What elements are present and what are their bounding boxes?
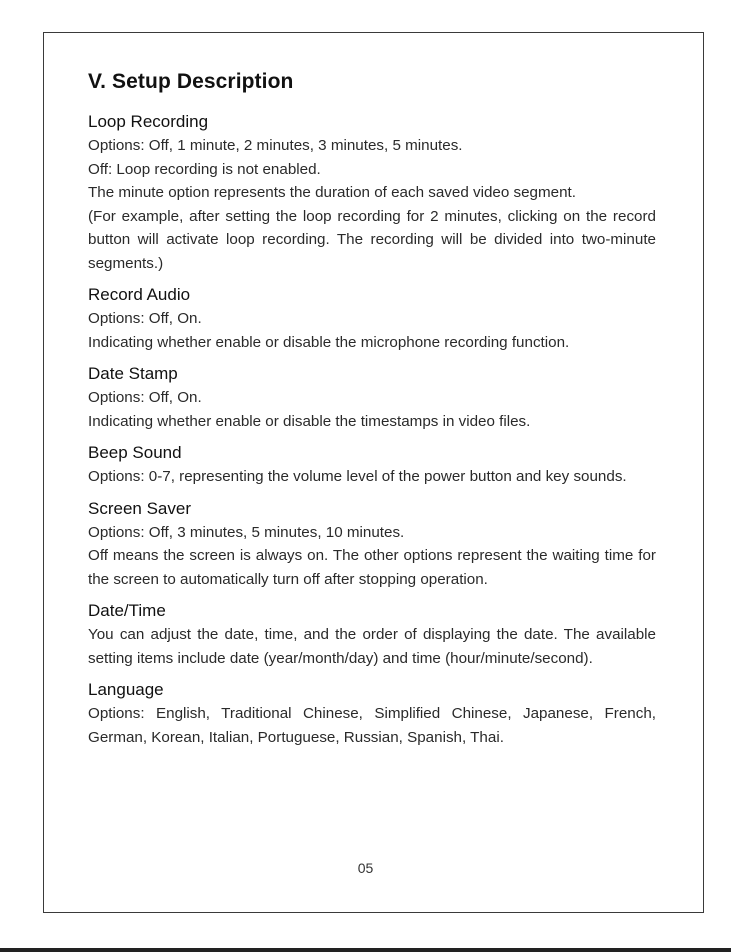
section-language — [88, 678, 656, 749]
section-heading: Screen Saver — [88, 498, 191, 518]
section-text: Options: Off, On. — [88, 389, 202, 406]
section-heading: Beep Sound — [88, 443, 182, 462]
section-text: Options: English, Traditional Chinese, Simplified Chinese, Japanese, French, German, Korean, Italian, Portuguese, Russian, Spanish, Thai. — [88, 705, 656, 746]
bottom-edge — [0, 948, 731, 952]
page-number: 05 — [357, 860, 374, 876]
page-title: V. Setup Description — [88, 70, 294, 93]
document-body — [88, 70, 656, 757]
section-text: Options: Off, 3 minutes, 5 minutes, 10 minutes. — [88, 523, 405, 541]
section-text: Off means the screen is always on. The other options represent the waiting time for the screen to automatically turn off after stopping operation. — [88, 547, 656, 588]
section-beep-sound — [88, 441, 656, 489]
section-screen-saver — [88, 497, 656, 592]
section-heading: Record Audio — [88, 285, 191, 304]
section-text: Options: Off, 1 minute, 2 minutes, 3 minutes, 5 minutes. — [88, 137, 463, 154]
section-text: The minute option represents the duration of each saved video segment. — [88, 184, 576, 201]
section-record-audio — [88, 283, 656, 354]
section-text: Options: Off, On. — [88, 310, 202, 327]
section-text: Indicating whether enable or disable the timestamps in video files. — [88, 412, 531, 430]
section-date-time — [88, 599, 656, 670]
section-text: You can adjust the date, time, and the order of displaying the date. The available setting items include date (year/month/day) and time (hour/minute/second). — [88, 626, 656, 667]
section-heading: Date/Time — [88, 601, 166, 620]
section-heading: Language — [88, 680, 164, 699]
section-text: Off: Loop recording is not enabled. — [88, 160, 321, 178]
section-loop-recording — [88, 110, 656, 275]
section-text: Options: 0-7, representing the volume level of the power button and key sounds. — [88, 468, 627, 485]
section-text: Indicating whether enable or disable the microphone recording function. — [88, 333, 570, 351]
section-heading: Date Stamp — [88, 364, 178, 383]
section-heading: Loop Recording — [88, 112, 209, 131]
section-text: (For example, after setting the loop recording for 2 minutes, clicking on the record button will activate loop recording. The recording will be divided into two-minute segments.) — [88, 207, 656, 272]
section-date-stamp — [88, 362, 656, 433]
